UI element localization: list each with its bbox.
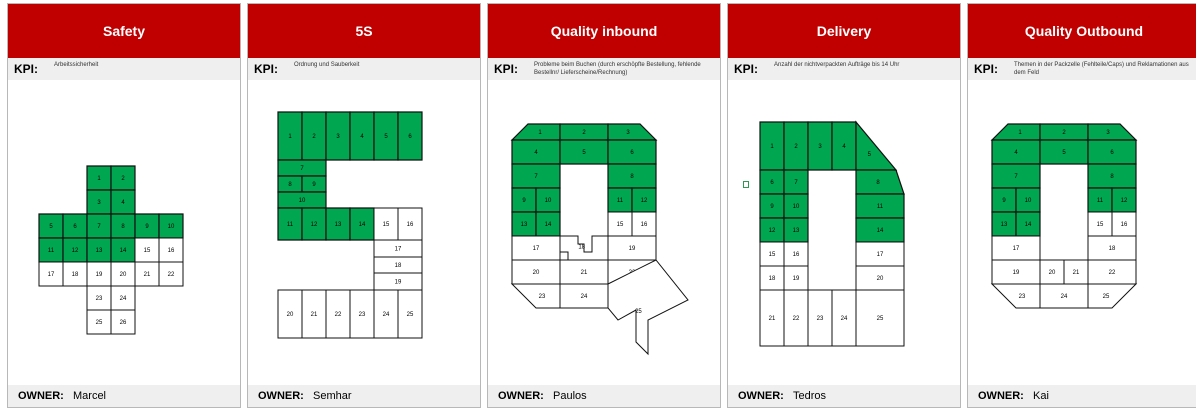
day-number: 9 <box>770 204 774 210</box>
day-number: 2 <box>1062 130 1066 136</box>
day-number: 8 <box>121 224 125 230</box>
owner-band <box>728 385 960 407</box>
day-number: 7 <box>97 224 101 230</box>
kpi-description: Themen in der Packzelle (Fehlteile/Caps) und Reklamationen aus dem Feld <box>1014 62 1189 76</box>
day-number: 8 <box>288 182 292 188</box>
owner-name: Semhar <box>313 390 352 402</box>
day-number: 11 <box>286 222 294 228</box>
day-number: 3 <box>818 144 822 150</box>
day-number: 10 <box>544 198 552 204</box>
day-number: 15 <box>1096 222 1104 228</box>
day-number: 16 <box>640 222 648 228</box>
kpi-description: Probleme beim Buchen (durch erschöpfte Bestellung, fehlende Bestellnr/ Lieferscheine/Rechnung) <box>534 62 701 76</box>
day-number: 15 <box>768 252 776 258</box>
day-number: 22 <box>1108 270 1116 276</box>
day-number: 5 <box>384 134 388 140</box>
kpi-description: Arbeitssicherheit <box>54 62 99 68</box>
day-number: 14 <box>1024 222 1032 228</box>
day-number: 5 <box>582 150 586 156</box>
day-number: 20 <box>286 312 294 318</box>
day-number: 12 <box>768 228 776 234</box>
day-number: 1 <box>770 144 774 150</box>
day-number: 4 <box>360 134 364 140</box>
day-number: 10 <box>1024 198 1032 204</box>
board-title: Safety <box>8 4 240 58</box>
day-number: 3 <box>97 200 101 206</box>
day-number: 3 <box>626 130 630 136</box>
day-number: 1 <box>538 130 542 136</box>
day-grid-area <box>8 80 240 386</box>
day-number: 10 <box>298 198 306 204</box>
day-number: 18 <box>578 244 586 251</box>
day-number: 20 <box>532 270 540 276</box>
day-number: 3 <box>336 134 340 140</box>
day-cell-23[interactable] <box>512 284 560 308</box>
day-number: 1 <box>1018 130 1022 136</box>
delivery-d-grid <box>728 80 960 386</box>
day-number: 18 <box>71 272 79 278</box>
day-number: 7 <box>1014 174 1018 180</box>
day-number: 21 <box>143 272 151 278</box>
day-number: 16 <box>792 252 800 258</box>
day-number: 15 <box>382 222 390 228</box>
owner-band <box>248 385 480 407</box>
day-number: 4 <box>121 200 125 206</box>
day-number: 6 <box>770 180 774 186</box>
day-number: 21 <box>1072 270 1080 276</box>
owner-name: Marcel <box>73 390 107 402</box>
day-number: 6 <box>73 224 77 230</box>
day-number: 21 <box>310 312 318 318</box>
safety-cross-grid <box>8 80 240 386</box>
day-number: 13 <box>520 222 528 228</box>
day-number: 11 <box>876 204 884 210</box>
board-title: Quality inbound <box>488 4 720 58</box>
day-number: 10 <box>167 224 175 230</box>
day-number: 17 <box>394 246 402 253</box>
day-number: 11 <box>47 248 55 254</box>
day-number: 1 <box>288 134 292 140</box>
day-number: 24 <box>1060 294 1068 300</box>
kpi-description: Ordnung und Sauberkeit <box>294 62 360 68</box>
kpi-band <box>488 58 720 80</box>
kpi-band <box>968 58 1196 80</box>
day-number: 26 <box>119 320 127 326</box>
day-number: 13 <box>95 248 103 254</box>
day-number: 20 <box>119 272 127 278</box>
day-number: 24 <box>580 294 588 300</box>
day-number: 5 <box>867 152 872 158</box>
day-number: 14 <box>358 222 366 228</box>
day-number: 16 <box>406 222 414 228</box>
day-number: 19 <box>95 272 103 278</box>
day-number: 11 <box>616 198 624 204</box>
day-cell-8[interactable] <box>856 170 904 194</box>
kpi-label: KPI: <box>974 62 998 76</box>
day-cell-3[interactable] <box>608 124 656 140</box>
day-number: 22 <box>792 316 800 322</box>
day-cell-1[interactable] <box>512 124 560 140</box>
day-number: 9 <box>1002 198 1006 204</box>
day-number: 25 <box>635 308 642 315</box>
day-number: 20 <box>876 276 884 282</box>
owner-label: OWNER: <box>258 390 304 402</box>
board-5s <box>247 3 481 408</box>
board-title: Quality Outbound <box>968 4 1196 58</box>
day-number: 3 <box>1106 130 1110 136</box>
day-number: 14 <box>876 228 884 234</box>
day-number: 6 <box>630 150 634 156</box>
owner-name: Tedros <box>793 390 827 402</box>
day-number: 8 <box>630 174 634 180</box>
board-quality-outbound <box>967 3 1196 408</box>
day-number: 24 <box>840 316 848 322</box>
board-title: Delivery <box>728 4 960 58</box>
day-number: 14 <box>119 248 127 254</box>
board-title: 5S <box>248 4 480 58</box>
day-number: 25 <box>1102 294 1110 300</box>
owner-band <box>488 385 720 407</box>
day-number: 13 <box>334 222 342 228</box>
day-number: 21 <box>768 316 776 322</box>
5s-letter-grid <box>248 80 480 386</box>
owner-name: Paulos <box>553 390 587 402</box>
kpi-label: KPI: <box>254 62 278 76</box>
day-number: 7 <box>300 166 304 172</box>
day-number: 25 <box>406 312 414 318</box>
owner-band <box>968 385 1196 407</box>
day-number: 19 <box>394 279 402 286</box>
kpi-band <box>8 58 240 80</box>
day-number: 23 <box>816 316 824 322</box>
board-quality-inbound <box>487 3 721 408</box>
day-cell-23[interactable] <box>992 284 1040 308</box>
day-number: 5 <box>1062 150 1066 156</box>
day-number: 6 <box>1110 150 1114 156</box>
day-number: 17 <box>876 252 884 258</box>
day-number: 22 <box>334 312 342 318</box>
day-cell-1[interactable] <box>992 124 1040 140</box>
day-number: 12 <box>71 248 79 254</box>
day-number: 6 <box>408 134 412 140</box>
day-cell-5[interactable] <box>856 122 896 170</box>
day-number: 12 <box>310 222 318 228</box>
kpi-label: KPI: <box>734 62 758 76</box>
day-number: 4 <box>842 144 846 150</box>
day-number: 17 <box>47 272 55 278</box>
day-number: 16 <box>1120 222 1128 228</box>
day-number: 10 <box>792 204 800 210</box>
day-number: 14 <box>544 222 552 228</box>
day-number: 13 <box>792 228 800 234</box>
day-grid-area <box>728 80 960 386</box>
kpi-label: KPI: <box>494 62 518 76</box>
selection-handle[interactable] <box>743 181 749 188</box>
day-number: 7 <box>534 174 538 180</box>
day-number: 21 <box>580 270 588 276</box>
day-number: 12 <box>1120 198 1128 204</box>
owner-label: OWNER: <box>498 390 544 402</box>
day-number: 2 <box>582 130 586 136</box>
day-number: 1 <box>97 176 101 182</box>
day-number: 23 <box>1018 294 1026 300</box>
kpi-label: KPI: <box>14 62 38 76</box>
day-number: 12 <box>640 198 648 204</box>
day-number: 5 <box>49 224 53 230</box>
day-number: 19 <box>792 276 800 282</box>
board-delivery <box>727 3 961 408</box>
owner-band <box>8 385 240 407</box>
day-grid-area <box>248 80 480 386</box>
day-number: 13 <box>1000 222 1008 228</box>
board-safety <box>7 3 241 408</box>
day-cell-25[interactable] <box>1088 284 1136 308</box>
kpi-band <box>248 58 480 80</box>
day-number: 11 <box>1096 198 1104 204</box>
owner-label: OWNER: <box>978 390 1024 402</box>
quality-outbound-o-grid <box>968 80 1196 386</box>
day-grid-area <box>968 80 1196 386</box>
day-number: 8 <box>1110 174 1114 180</box>
day-number: 2 <box>312 134 316 140</box>
day-number: 18 <box>768 276 776 282</box>
owner-name: Kai <box>1033 390 1049 402</box>
day-number: 19 <box>1012 270 1020 276</box>
day-number: 18 <box>1108 246 1116 252</box>
day-grid-area <box>488 80 720 386</box>
day-number: 25 <box>876 316 884 322</box>
day-number: 2 <box>121 176 125 182</box>
day-number: 2 <box>794 144 798 150</box>
day-number: 19 <box>628 246 636 252</box>
day-number: 16 <box>167 248 175 254</box>
day-number: 15 <box>616 222 624 228</box>
day-number: 22 <box>167 272 175 278</box>
day-number: 23 <box>95 296 103 302</box>
day-number: 9 <box>312 182 316 188</box>
day-number: 17 <box>1012 246 1020 252</box>
day-number: 23 <box>538 294 546 300</box>
day-number: 17 <box>532 246 540 252</box>
day-number: 18 <box>394 263 402 269</box>
day-number: 24 <box>382 312 390 318</box>
owner-label: OWNER: <box>738 390 784 402</box>
day-number: 9 <box>522 198 526 204</box>
day-number: 9 <box>145 224 149 230</box>
day-cell-3[interactable] <box>1088 124 1136 140</box>
kpi-band <box>728 58 960 80</box>
day-number: 15 <box>143 248 151 254</box>
day-number: 24 <box>119 296 127 302</box>
quality-inbound-q-grid <box>488 80 720 386</box>
day-number: 7 <box>794 180 798 186</box>
day-number: 23 <box>358 312 366 318</box>
owner-label: OWNER: <box>18 390 64 402</box>
day-number: 4 <box>534 150 538 156</box>
day-number: 8 <box>876 180 880 186</box>
day-number: 20 <box>1048 270 1056 276</box>
day-number: 4 <box>1014 150 1018 156</box>
day-number: 25 <box>95 320 103 326</box>
kpi-description: Anzahl der nichtverpackten Aufträge bis 14 Uhr <box>774 62 900 68</box>
